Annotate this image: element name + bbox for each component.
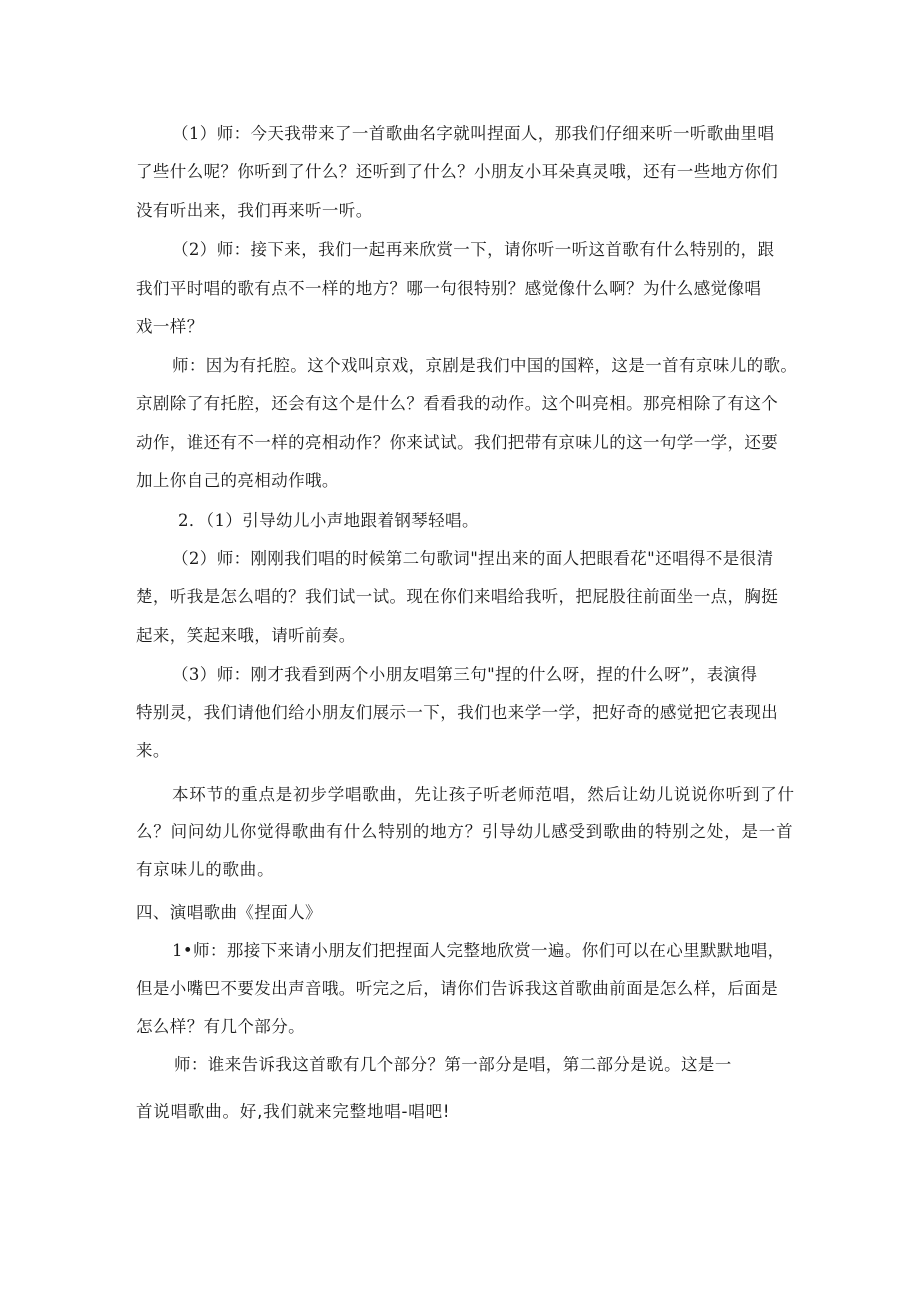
text-line: 2．（1）引导幼儿小声地跟着钢琴轻唱。 (178, 511, 479, 530)
text-line: 加上你自己的亮相动作哦。 (136, 471, 339, 490)
text-line: 没有听出来，我们再来听一听。 (136, 201, 373, 220)
text-line: 但是小嘴巴不要发出声音哦。听完之后，请你们告诉我这首歌曲前面是怎么样，后面是 (136, 979, 779, 998)
text-line: 来。 (136, 741, 170, 760)
text-line: 了些什么呢？你听到了什么？还听到了什么？小朋友小耳朵真灵哦，还有一些地方你们 (136, 162, 779, 181)
text-line: 戏一样？ (136, 317, 204, 336)
text-line: （3）师：刚才我看到两个小朋友唱第三句"捏的什么呀，捏的什么呀”，表演得 (172, 665, 758, 684)
text-line: 楚，听我是怎么唱的？我们试一试。现在你们来唱给我听，把屁股往前面坐一点，胸挺 (136, 587, 779, 606)
text-line: 有京味儿的歌曲。 (136, 860, 275, 879)
text-line: 动作，谁还有不一样的亮相动作？你来试试。我们把带有京味儿的这一句学一学，还要 (136, 433, 779, 452)
text-line: 京剧除了有托腔，还会有这个是什么？看看我的动作。这个叫亮相。那亮相除了有这个 (136, 394, 779, 413)
text-line: （2）师：刚刚我们唱的时候第二句歌词"捏出来的面人把眼看花"还唱得不是很清 (172, 549, 774, 568)
text-line: 特别灵，我们请他们给小朋友们展示一下，我们也来学一学，把好奇的感觉把它表现出 (136, 703, 779, 722)
text-line: （2）师：接下来，我们一起再来欣赏一下，请你听一听这首歌有什么特别的，跟 (172, 240, 775, 259)
text-line: 1•师：那接下来请小朋友们把捏面人完整地欣赏一遍。你们可以在心里默默地唱， (172, 941, 785, 960)
text-line: 么？问问幼儿你觉得歌曲有什么特别的地方？引导幼儿感受到歌曲的特别之处，是一首 (136, 822, 794, 841)
text-line: 首说唱歌曲。好,我们就来完整地唱-唱吧! (136, 1102, 451, 1121)
section-heading: 四、演唱歌曲《捏面人》 (136, 903, 322, 922)
text-line: （1）师：今天我带来了一首歌曲名字就叫捏面人，那我们仔细来听一听歌曲里唱 (172, 124, 775, 143)
text-line: 本环节的重点是初步学唱歌曲，先让孩子听老师范唱，然后让幼儿说说你听到了什 (172, 785, 795, 804)
text-line: 我们平时唱的歌有点不一样的地方？哪一句很特别？感觉像什么啊？为什么感觉像唱 (136, 279, 762, 298)
text-line: 怎么样？有几个部分。 (136, 1017, 305, 1036)
text-line: 师：因为有托腔。这个戏叫京戏，京剧是我们中国的国粹，这是一首有京味儿的歌。 (172, 356, 798, 375)
text-line: 起来，笑起来哦，请听前奏。 (136, 626, 356, 645)
text-line: 师：谁来告诉我这首歌有几个部分？第一部分是唱，第二部分是说。这是一 (174, 1055, 732, 1074)
